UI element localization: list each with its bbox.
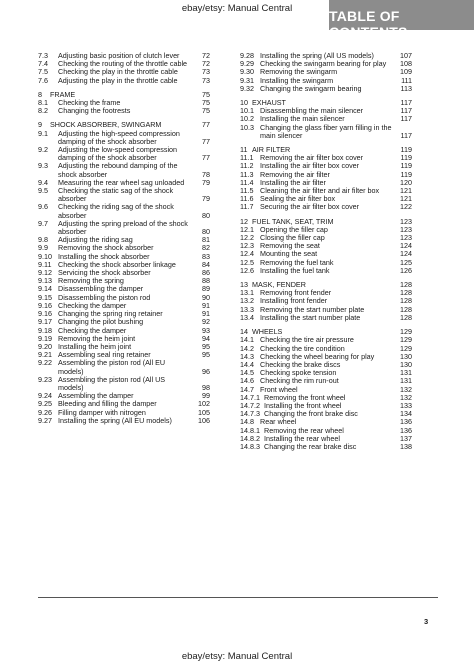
- toc-entry-title: Adjusting the play in the throttle cable: [58, 75, 178, 85]
- toc-entry[interactable]: [240, 267, 412, 275]
- toc-entry-page: 137: [400, 433, 412, 443]
- toc-entry-page: 95: [202, 341, 210, 351]
- toc-entry[interactable]: [38, 220, 210, 236]
- top-banner: ebay/etsy: Manual Central: [181, 3, 293, 14]
- toc-entry-page: 79: [202, 177, 210, 187]
- toc-entry-page: 106: [198, 415, 210, 425]
- toc-entry-page: 117: [400, 98, 412, 108]
- toc-entry-title: Adjusting the rebound damping of the shock absorber: [58, 161, 178, 179]
- toc-entry-title: Checking the damper: [58, 325, 127, 335]
- toc-entry-page: 133: [400, 400, 412, 410]
- toc-entry-title: Filling damper with nitrogen: [58, 407, 146, 417]
- toc-entry-title: Removing the air filter box cover: [260, 153, 364, 163]
- toc-entry[interactable]: [38, 376, 210, 392]
- toc-entry-title: Removing the start number plate: [260, 304, 365, 314]
- toc-entry-page: 86: [202, 268, 210, 278]
- toc-entry-title: Adjusting the spring preload of the shock absorber: [58, 218, 188, 237]
- toc-entry-page: 123: [400, 224, 412, 234]
- toc-entry-page: 83: [202, 251, 210, 261]
- toc-entry-title: FUEL TANK, SEAT, TRIM: [252, 216, 334, 226]
- page-number: 3: [424, 617, 429, 626]
- toc-entry-page: 80: [202, 210, 210, 220]
- toc-entry-title: Changing the footrests: [58, 106, 131, 116]
- toc-entry-number: 9.26: [38, 407, 52, 417]
- toc-entry-page: 80: [202, 227, 210, 237]
- toc-entry-page: 94: [202, 333, 210, 343]
- toc-entry-number: 9.2: [38, 145, 48, 155]
- toc-entry-page: 129: [400, 343, 412, 353]
- toc-entry-number: 9.1: [38, 128, 48, 138]
- toc-entry-page: 78: [202, 169, 210, 179]
- toc-entry-number: 9.6: [38, 202, 48, 212]
- toc-entry-number: 9.23: [38, 374, 52, 384]
- toc-entry-title: Changing the spring ring retainer: [58, 309, 163, 319]
- toc-entry-title: Checking the play in the throttle cable: [58, 67, 178, 77]
- toc-entry-page: 117: [400, 130, 412, 140]
- toc-entry-title: Assembling seal ring retainer: [58, 350, 151, 360]
- toc-entry-title: Installing the shock absorber: [58, 251, 150, 261]
- toc-entry-title: Bleeding and filling the damper: [58, 399, 157, 409]
- toc-entry-title: FRAME: [50, 89, 76, 99]
- toc-entry-page: 108: [400, 59, 412, 69]
- toc-entry-number: 13.4: [240, 312, 254, 322]
- toc-entry-number: 9.12: [38, 268, 52, 278]
- toc-entry-title: Disassembling the main silencer: [260, 106, 364, 116]
- toc-entry-page: 128: [400, 288, 412, 298]
- toc-entry-title: Removing the heim joint: [58, 333, 136, 343]
- toc-entry-number: 12.5: [240, 257, 254, 267]
- toc-entry-title: Opening the filler cap: [260, 224, 328, 234]
- toc-entry-number: 11.5: [240, 186, 254, 196]
- toc-entry-page: 130: [400, 351, 412, 361]
- toc-entry-number: 14.8.2: [240, 433, 260, 443]
- toc-entry-number: 11.3: [240, 169, 254, 179]
- toc-entry-number: 12.3: [240, 241, 254, 251]
- toc-entry-number: 12: [240, 216, 248, 226]
- toc-entry-number: 14.7: [240, 384, 254, 394]
- toc-entry-number: 14.8: [240, 417, 254, 427]
- toc-entry-number: 12.2: [240, 233, 254, 243]
- toc-entry-title: Installing the air filter: [260, 177, 326, 187]
- toc-entry-page: 102: [198, 399, 210, 409]
- toc-entry-page: 131: [400, 376, 412, 386]
- toc-entry-title: Checking the frame: [58, 98, 121, 108]
- toc-entry-number: 14.8.3: [240, 441, 260, 451]
- toc-entry-page: 99: [202, 391, 210, 401]
- toc-entry-number: 11.6: [240, 194, 254, 204]
- toc-entry-title: Installing the spring (All EU models): [58, 415, 172, 425]
- toc-entry-title: Removing the air filter: [260, 169, 330, 179]
- toc-entry-number: 7.6: [38, 75, 48, 85]
- toc-entry-number: 9.11: [38, 259, 52, 269]
- toc-entry-page: 128: [400, 280, 412, 290]
- toc-entry-number: 13.1: [240, 288, 254, 298]
- toc-entry-page: 89: [202, 284, 210, 294]
- toc-entry-number: 9.31: [240, 75, 254, 85]
- toc-entry-number: 12.6: [240, 265, 254, 275]
- toc-entry-title: Checking the static sag of the shock absorber: [58, 186, 174, 204]
- toc-entry-page: 75: [202, 89, 210, 99]
- toc-entry-number: 11.4: [240, 177, 254, 187]
- toc-entry-title: AIR FILTER: [252, 145, 291, 155]
- toc-entry-number: 9.13: [38, 276, 52, 286]
- toc-entry-title: Mounting the seat: [260, 249, 318, 259]
- toc-entry-number: 12.1: [240, 224, 254, 234]
- toc-entry-title: Installing the fuel tank: [260, 265, 330, 275]
- toc-entry-title: Installing the main silencer: [260, 114, 345, 124]
- toc-entry-number: 14.3: [240, 351, 254, 361]
- toc-entry-title: Measuring the rear wheel sag unloaded: [58, 177, 185, 187]
- toc-entry-title: Checking the swingarm bearing for play: [260, 59, 387, 69]
- toc-entry-title: EXHAUST: [252, 98, 286, 108]
- toc-entry-page: 129: [400, 327, 412, 337]
- toc-entry-title: Checking the damper: [58, 300, 127, 310]
- toc-entry-number: 9.27: [38, 415, 52, 425]
- toc-entry-number: 11.1: [240, 153, 254, 163]
- toc-entry-title: WHEELS: [252, 327, 283, 337]
- toc-entry[interactable]: [38, 146, 210, 162]
- toc-entry-page: 92: [202, 317, 210, 327]
- toc-entry-title: Checking the wheel bearing for play: [260, 351, 375, 361]
- toc-entry-title: Adjusting basic position of clutch lever: [58, 51, 180, 60]
- toc-entry-title: Front wheel: [260, 384, 298, 394]
- toc-entry-page: 136: [400, 417, 412, 427]
- toc-entry-number: 10: [240, 98, 248, 108]
- toc-entry-page: 98: [202, 382, 210, 392]
- page-title: TABLE OF CONTENTS: [329, 8, 408, 40]
- toc-entry[interactable]: [240, 124, 412, 140]
- toc-entry-page: 124: [400, 249, 412, 259]
- toc-entry-title: Removing the spring: [58, 276, 124, 286]
- toc-entry[interactable]: [240, 314, 412, 322]
- toc-entry-title: SHOCK ABSORBER, SWINGARM: [50, 120, 162, 130]
- toc-entry-page: 77: [202, 153, 210, 163]
- toc-entry-page: 119: [400, 145, 412, 155]
- toc-entry-page: 91: [202, 300, 210, 310]
- toc-entry-number: 14.7.1: [240, 392, 260, 402]
- toc-entry-number: 9.14: [38, 284, 52, 294]
- toc-entry-number: 9.29: [240, 59, 254, 69]
- toc-entry-title: Installing front fender: [260, 296, 328, 306]
- toc-entry-number: 9.28: [240, 51, 254, 60]
- toc-entry-title: Installing the start number plate: [260, 312, 361, 322]
- toc-entry-number: 11: [240, 145, 248, 155]
- toc-entry-page: 77: [202, 136, 210, 146]
- toc-entry-number: 8.2: [38, 106, 48, 116]
- toc-entry-number: 9: [38, 120, 42, 130]
- toc-entry[interactable]: [38, 130, 210, 146]
- toc-entry-number: 9.24: [38, 391, 52, 401]
- toc-entry-page: 129: [400, 335, 412, 345]
- toc-entry-title: Changing the glass fiber yarn filling in the main silencer: [260, 122, 392, 140]
- toc-header-bar: [329, 0, 474, 40]
- toc-entry-title: Checking the brake discs: [260, 359, 341, 369]
- toc-entry-title: Checking the tire air pressure: [260, 335, 354, 345]
- toc-entry-title: Removing the seat: [260, 241, 320, 251]
- toc-entry-number: 12.4: [240, 249, 254, 259]
- toc-entry-number: 11.7: [240, 202, 254, 212]
- toc-entry[interactable]: [38, 203, 210, 219]
- toc-entry-number: 9.10: [38, 251, 52, 261]
- toc-entry-number: 9.32: [240, 83, 254, 93]
- toc-entry-title: Checking the riding sag of the shock absorber: [58, 202, 174, 220]
- toc-entry-title: Assembling the piston rod (All EU models): [58, 358, 166, 376]
- toc-entry-page: 136: [400, 425, 412, 435]
- toc-entry-title: Installing the air filter box cover: [260, 161, 360, 171]
- toc-entry-title: Adjusting the riding sag: [58, 235, 133, 245]
- toc-entry-page: 128: [400, 304, 412, 314]
- toc-entry-page: 72: [202, 59, 210, 69]
- toc-entry-number: 13.2: [240, 296, 254, 306]
- toc-entry-page: 130: [400, 359, 412, 369]
- toc-entry-title: Securing the air filter box cover: [260, 202, 360, 212]
- toc-entry-number: 9.8: [38, 235, 48, 245]
- toc-entry-title: Installing the front wheel: [264, 400, 342, 410]
- toc-entry-title: Removing the swingarm: [260, 67, 338, 77]
- toc-entry-number: 10.2: [240, 114, 254, 124]
- toc-entry-number: 9.5: [38, 186, 48, 196]
- toc-entry-number: 11.2: [240, 161, 254, 171]
- toc-left-column: [38, 52, 210, 425]
- toc-entry-page: 117: [400, 114, 412, 124]
- toc-entry[interactable]: [240, 85, 412, 93]
- toc-entry-page: 119: [400, 153, 412, 163]
- toc-entry-title: Rear wheel: [260, 417, 297, 427]
- toc-entry-number: 9.15: [38, 292, 52, 302]
- toc-entry-number: 9.22: [38, 358, 52, 368]
- toc-entry-page: 91: [202, 309, 210, 319]
- toc-entry-title: Changing the swingarm bearing: [260, 83, 362, 93]
- toc-entry-page: 138: [400, 441, 412, 451]
- toc-entry-page: 109: [400, 67, 412, 77]
- toc-entry-title: Changing the pilot bushing: [58, 317, 144, 327]
- toc-entry-number: 9.16: [38, 300, 52, 310]
- toc-entry-page: 105: [198, 407, 210, 417]
- toc-entry-page: 128: [400, 312, 412, 322]
- toc-entry-page: 77: [202, 120, 210, 130]
- toc-entry-page: 132: [400, 384, 412, 394]
- toc-entry-number: 9.4: [38, 177, 48, 187]
- toc-entry-number: 14.6: [240, 376, 254, 386]
- toc-entry-page: 128: [400, 296, 412, 306]
- toc-entry-number: 13: [240, 280, 248, 290]
- toc-entry-page: 121: [400, 194, 412, 204]
- toc-entry-number: 14.8.1: [240, 425, 260, 435]
- toc-entry-number: 14.7.3: [240, 409, 260, 419]
- toc-entry-title: Servicing the shock absorber: [58, 268, 151, 278]
- toc-entry-page: 123: [400, 233, 412, 243]
- toc-entry-title: Adjusting the high-speed compression damping of the shock absorber: [58, 128, 180, 146]
- toc-entry-page: 81: [202, 235, 210, 245]
- toc-right-column: [240, 52, 412, 451]
- toc-entry-title: Removing the fuel tank: [260, 257, 334, 267]
- toc-entry-number: 13.3: [240, 304, 254, 314]
- bottom-banner: ebay/etsy: Manual Central: [181, 651, 293, 662]
- toc-entry-title: Adjusting the low-speed compression damping of the shock absorber: [58, 145, 178, 163]
- toc-entry-number: 14.1: [240, 335, 254, 345]
- toc-entry-number: 9.30: [240, 67, 254, 77]
- toc-entry-number: 9.16: [38, 309, 52, 319]
- toc-entry-number: 7.3: [38, 51, 48, 60]
- toc-entry-page: 75: [202, 106, 210, 116]
- toc-entry-title: MASK, FENDER: [252, 280, 306, 290]
- toc-entry-number: 9.17: [38, 317, 52, 327]
- toc-entry-page: 107: [400, 51, 412, 60]
- toc-entry-title: Cleaning the air filter and air filter box: [260, 186, 380, 196]
- toc-entry-number: 9.21: [38, 350, 52, 360]
- toc-entry-number: 9.3: [38, 161, 48, 171]
- toc-entry-title: Checking the routing of the throttle cable: [58, 59, 188, 69]
- toc-entry-number: 9.7: [38, 218, 48, 228]
- toc-entry-page: 82: [202, 243, 210, 253]
- toc-entry-number: 8: [38, 89, 42, 99]
- toc-entry-title: Closing the filler cap: [260, 233, 325, 243]
- toc-entry-title: Sealing the air filter box: [260, 194, 336, 204]
- toc-entry[interactable]: [38, 359, 210, 375]
- toc-entry-number: 14.5: [240, 368, 254, 378]
- toc-entry-title: Disassembling the piston rod: [58, 292, 151, 302]
- toc-entry[interactable]: [38, 77, 210, 85]
- toc-entry-number: 14: [240, 327, 248, 337]
- toc-entry-number: 8.1: [38, 98, 48, 108]
- toc-entry-number: 9.19: [38, 333, 52, 343]
- toc-entry-page: 79: [202, 194, 210, 204]
- toc-entry-title: Checking the rim run-out: [260, 376, 339, 386]
- toc-entry-number: 10.1: [240, 106, 254, 116]
- toc-entry[interactable]: [240, 443, 412, 451]
- toc-entry-number: 9.18: [38, 325, 52, 335]
- toc-entry-page: 72: [202, 51, 210, 60]
- toc-entry-page: 125: [400, 257, 412, 267]
- toc-entry-number: 14.2: [240, 343, 254, 353]
- toc-entry-number: 7.5: [38, 67, 48, 77]
- toc-entry-page: 117: [400, 106, 412, 116]
- toc-entry-page: 73: [202, 67, 210, 77]
- toc-entry-page: 119: [400, 169, 412, 179]
- toc-entry-title: Installing the rear wheel: [264, 433, 340, 443]
- toc-entry-page: 90: [202, 292, 210, 302]
- toc-entry-title: Disassembling the damper: [58, 284, 144, 294]
- toc-entry-page: 119: [400, 161, 412, 171]
- toc-entry-page: 111: [401, 75, 412, 85]
- toc-entry-title: Removing the front wheel: [264, 392, 346, 402]
- toc-entry-page: 73: [202, 75, 210, 85]
- toc-entry-title: Installing the swingarm: [260, 75, 334, 85]
- toc-entry-page: 75: [202, 98, 210, 108]
- toc-entry[interactable]: [38, 187, 210, 203]
- toc-entry-page: 120: [400, 177, 412, 187]
- toc-entry-title: Installing the spring (All US models): [260, 51, 374, 60]
- toc-entry-title: Checking spoke tension: [260, 368, 337, 378]
- toc-entry-number: 10.3: [240, 122, 254, 132]
- toc-entry-title: Removing the shock absorber: [58, 243, 154, 253]
- toc-entry[interactable]: [38, 107, 210, 115]
- toc-entry-number: 14.4: [240, 359, 254, 369]
- toc-entry-number: 14.7.2: [240, 400, 260, 410]
- toc-entry-page: 93: [202, 325, 210, 335]
- toc-entry[interactable]: [240, 203, 412, 211]
- toc-entry-page: 122: [400, 202, 412, 212]
- toc-entry-number: 7.4: [38, 59, 48, 69]
- toc-entry-page: 121: [400, 186, 412, 196]
- toc-entry-page: 126: [400, 265, 412, 275]
- toc-entry-page: 95: [202, 350, 210, 360]
- toc-entry-title: Changing the rear brake disc: [264, 441, 357, 451]
- toc-entry[interactable]: [38, 162, 210, 178]
- toc-entry-number: 9.9: [38, 243, 48, 253]
- toc-entry-title: Installing the heim joint: [58, 341, 132, 351]
- toc-entry-page: 132: [400, 392, 412, 402]
- toc-entry-page: 123: [400, 216, 412, 226]
- toc-entry-title: Removing front fender: [260, 288, 332, 298]
- toc-entry-title: Checking the tire condition: [260, 343, 345, 353]
- toc-entry-page: 113: [400, 83, 412, 93]
- footer-divider: [38, 597, 438, 598]
- toc-entry-page: 124: [400, 241, 412, 251]
- toc-entry-title: Changing the front brake disc: [264, 409, 358, 419]
- toc-entry-title: Removing the rear wheel: [264, 425, 344, 435]
- toc-entry[interactable]: [38, 417, 210, 425]
- toc-entry-page: 131: [400, 368, 412, 378]
- toc-entry-number: 9.25: [38, 399, 52, 409]
- toc-entry-page: 84: [202, 259, 210, 269]
- toc-entry-title: Checking the shock absorber linkage: [58, 259, 176, 269]
- toc-entry-page: 88: [202, 276, 210, 286]
- toc-entry-title: Assembling the damper: [58, 391, 134, 401]
- toc-entry-number: 9.20: [38, 341, 52, 351]
- toc-entry-title: Assembling the piston rod (All US models): [58, 374, 166, 392]
- toc-entry-page: 96: [202, 366, 210, 376]
- toc-entry-page: 134: [400, 409, 412, 419]
